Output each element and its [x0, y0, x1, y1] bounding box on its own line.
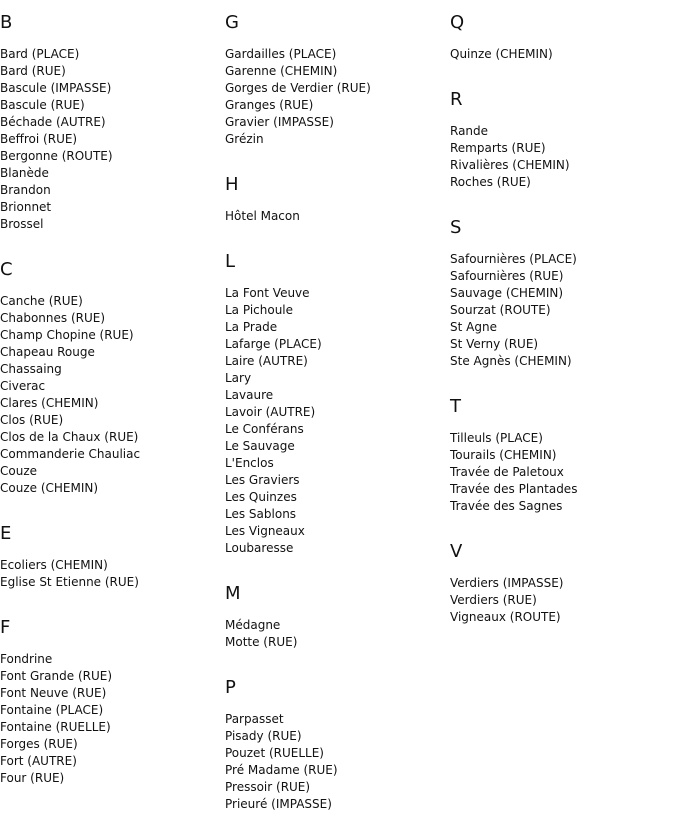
- street-list: [225, 46, 450, 148]
- street-list-item[interactable]: Bergonne (ROUTE): [0, 149, 113, 163]
- street-list-item[interactable]: Grézin: [225, 132, 264, 146]
- street-list-item[interactable]: Le Sauvage: [225, 439, 295, 453]
- street-list-item[interactable]: La Pichoule: [225, 303, 294, 317]
- street-list-item[interactable]: Fort (AUTRE): [0, 754, 77, 768]
- street-list-item[interactable]: Brandon: [0, 183, 51, 197]
- street-list-item[interactable]: Les Vigneaux: [225, 524, 305, 538]
- street-list-item[interactable]: Gorges de Verdier (RUE): [225, 81, 371, 95]
- street-list-item[interactable]: Béchade (AUTRE): [0, 115, 106, 129]
- street-list-item[interactable]: Remparts (RUE): [450, 141, 546, 155]
- street-list-item[interactable]: Tilleuls (PLACE): [450, 431, 543, 445]
- street-list-item[interactable]: Motte (RUE): [225, 635, 298, 649]
- street-list-item[interactable]: Fontaine (PLACE): [0, 703, 104, 717]
- street-list-item[interactable]: Chapeau Rouge: [0, 345, 95, 359]
- street-list-item[interactable]: L'Enclos: [225, 456, 274, 470]
- street-list-item[interactable]: St Verny (RUE): [450, 337, 539, 351]
- street-list-item[interactable]: Brossel: [0, 217, 44, 231]
- street-list-item[interactable]: Sourzat (ROUTE): [450, 303, 551, 317]
- street-list-item[interactable]: Eglise St Etienne (RUE): [0, 575, 139, 589]
- street-list-item[interactable]: Médagne: [225, 618, 281, 632]
- street-index-column-3: [450, 0, 675, 626]
- letter-section: [225, 174, 450, 225]
- street-list-item[interactable]: Bascule (RUE): [0, 98, 85, 112]
- street-list: [0, 557, 225, 591]
- street-list-item[interactable]: Granges (RUE): [225, 98, 314, 112]
- street-list-item[interactable]: Clos de la Chaux (RUE): [0, 430, 139, 444]
- street-list-item[interactable]: Pressoir (RUE): [225, 780, 311, 794]
- street-list-item[interactable]: Sauvage (CHEMIN): [450, 286, 564, 300]
- street-list-item[interactable]: Quinze (CHEMIN): [450, 47, 553, 61]
- street-list-item[interactable]: Parpasset: [225, 712, 284, 726]
- letter-section: [225, 251, 450, 557]
- street-list-item[interactable]: Civerac: [0, 379, 46, 393]
- street-list-item[interactable]: Gravier (IMPASSE): [225, 115, 334, 129]
- letter-section: [450, 12, 675, 63]
- section-letter-heading: B: [0, 12, 13, 33]
- street-list: [0, 293, 225, 497]
- letter-section: [0, 259, 225, 497]
- section-letter-heading: V: [450, 541, 463, 562]
- letter-section: [0, 12, 225, 233]
- section-letter-heading: Q: [450, 12, 465, 33]
- street-list-item[interactable]: Lafarge (PLACE): [225, 337, 322, 351]
- street-list-item[interactable]: Bard (RUE): [0, 64, 66, 78]
- section-letter-heading: L: [225, 251, 236, 272]
- street-list-item[interactable]: Rivalières (CHEMIN): [450, 158, 570, 172]
- street-list-item[interactable]: Brionnet: [0, 200, 52, 214]
- letter-section: [225, 583, 450, 651]
- section-letter-heading: M: [225, 583, 241, 604]
- street-list-item[interactable]: Pré Madame (RUE): [225, 763, 338, 777]
- street-list-item[interactable]: Les Sablons: [225, 507, 297, 521]
- street-list-item[interactable]: Le Conférans: [225, 422, 304, 436]
- section-letter-heading: E: [0, 523, 12, 544]
- street-list: [0, 651, 225, 787]
- street-list-item[interactable]: Les Graviers: [225, 473, 300, 487]
- street-list: [225, 285, 450, 557]
- street-list: [450, 430, 675, 515]
- section-letter-heading: S: [450, 217, 462, 238]
- letter-section: [450, 217, 675, 370]
- street-list-item[interactable]: Verdiers (IMPASSE): [450, 576, 564, 590]
- street-list-item[interactable]: Travée des Plantades: [450, 482, 578, 496]
- section-letter-heading: P: [225, 677, 236, 698]
- street-list-item[interactable]: Four (RUE): [0, 771, 65, 785]
- section-letter-heading: G: [225, 12, 239, 33]
- street-list-item[interactable]: Bascule (IMPASSE): [0, 81, 112, 95]
- street-list-item[interactable]: Chabonnes (RUE): [0, 311, 106, 325]
- street-index-column-2: [225, 0, 450, 813]
- letter-section: [0, 617, 225, 787]
- street-list-item[interactable]: Couze: [0, 464, 38, 478]
- letter-section: [450, 89, 675, 191]
- section-letter-heading: C: [0, 259, 13, 280]
- street-list-item[interactable]: Tourails (CHEMIN): [450, 448, 557, 462]
- street-list-item[interactable]: Ecoliers (CHEMIN): [0, 558, 108, 572]
- street-list-item[interactable]: Font Grande (RUE): [0, 669, 113, 683]
- street-list: [0, 46, 225, 233]
- street-list-item[interactable]: Clos (RUE): [0, 413, 64, 427]
- street-list-item[interactable]: Prieuré (IMPASSE): [225, 797, 332, 811]
- street-list-item[interactable]: La Font Veuve: [225, 286, 310, 300]
- street-list-item[interactable]: Roches (RUE): [450, 175, 531, 189]
- street-list-item[interactable]: Fontaine (RUELLE): [0, 720, 111, 734]
- street-list-item[interactable]: Rande: [450, 124, 489, 138]
- street-list: [450, 46, 675, 63]
- street-list-item[interactable]: Forges (RUE): [0, 737, 78, 751]
- street-list-item[interactable]: Clares (CHEMIN): [0, 396, 99, 410]
- street-list-item[interactable]: Champ Chopine (RUE): [0, 328, 134, 342]
- section-letter-heading: F: [0, 617, 11, 638]
- street-list-item[interactable]: Bard (PLACE): [0, 47, 80, 61]
- letter-section: [225, 677, 450, 813]
- street-list-item[interactable]: Safournières (RUE): [450, 269, 564, 283]
- street-list-item[interactable]: Commanderie Chauliac: [0, 447, 141, 461]
- street-list-item[interactable]: Les Quinzes: [225, 490, 297, 504]
- street-list-item[interactable]: Blanède: [0, 166, 49, 180]
- street-list-item[interactable]: Ste Agnès (CHEMIN): [450, 354, 572, 368]
- street-index-column-1: [0, 0, 225, 787]
- street-list-item[interactable]: Beffroi (RUE): [0, 132, 78, 146]
- street-list-item[interactable]: Lavaure: [225, 388, 274, 402]
- letter-section: [225, 12, 450, 148]
- street-list: [450, 575, 675, 626]
- street-list: [225, 208, 450, 225]
- street-list-item[interactable]: Travée de Paletoux: [450, 465, 564, 479]
- street-list-item[interactable]: Lary: [225, 371, 252, 385]
- street-list-item[interactable]: Garenne (CHEMIN): [225, 64, 338, 78]
- street-list: [450, 123, 675, 191]
- street-list: [225, 711, 450, 813]
- section-letter-heading: H: [225, 174, 239, 195]
- street-list-item[interactable]: La Prade: [225, 320, 278, 334]
- letter-section: [450, 541, 675, 626]
- street-list-item[interactable]: Hôtel Macon: [225, 209, 300, 223]
- letter-section: [450, 396, 675, 515]
- street-list-item[interactable]: Pisady (RUE): [225, 729, 302, 743]
- street-list-item[interactable]: St Agne: [450, 320, 497, 334]
- street-list-item[interactable]: Lavoir (AUTRE): [225, 405, 316, 419]
- street-list-item[interactable]: Couze (CHEMIN): [0, 481, 99, 495]
- street-list-item[interactable]: Pouzet (RUELLE): [225, 746, 324, 760]
- street-list-item[interactable]: Safournières (PLACE): [450, 252, 577, 266]
- street-list-item[interactable]: Laire (AUTRE): [225, 354, 308, 368]
- street-list-item[interactable]: Font Neuve (RUE): [0, 686, 107, 700]
- street-list: [450, 251, 675, 370]
- section-letter-heading: R: [450, 89, 463, 110]
- street-list-item[interactable]: Chassaing: [0, 362, 62, 376]
- section-letter-heading: T: [450, 396, 461, 417]
- street-list-item[interactable]: Gardailles (PLACE): [225, 47, 337, 61]
- letter-section: [0, 523, 225, 591]
- street-list-item[interactable]: Loubaresse: [225, 541, 294, 555]
- street-list-item[interactable]: Canche (RUE): [0, 294, 83, 308]
- street-list-item[interactable]: Fondrine: [0, 652, 53, 666]
- street-list-item[interactable]: Vigneaux (ROUTE): [450, 610, 561, 624]
- street-list-item[interactable]: Verdiers (RUE): [450, 593, 537, 607]
- street-list-item[interactable]: Travée des Sagnes: [450, 499, 563, 513]
- street-list: [225, 617, 450, 651]
